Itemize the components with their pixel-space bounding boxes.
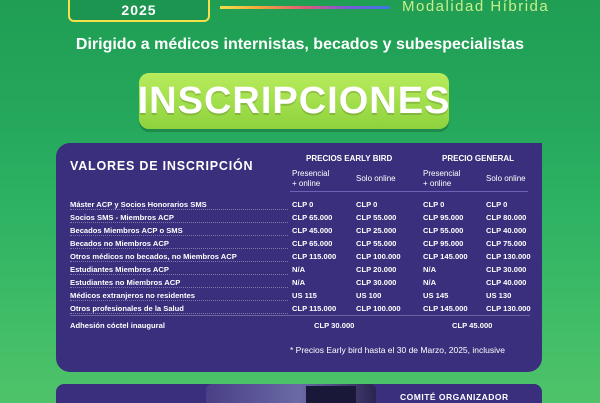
price-cell: CLP 30.000 [356, 278, 397, 287]
price-cell: N/A [292, 278, 306, 287]
cocktail-early-price: CLP 30.000 [314, 321, 355, 330]
price-cell: N/A [423, 265, 437, 274]
price-cell: CLP 65.000 [292, 239, 333, 248]
col-general-online: Solo online [486, 174, 526, 183]
price-cell: US 100 [356, 291, 382, 300]
modality-label: Modalidad Híbrida [402, 0, 550, 15]
row-label: Máster ACP y Socios Honorarios SMS [70, 200, 288, 210]
price-cell: CLP 100.000 [356, 252, 401, 261]
price-cell: CLP 25.000 [356, 226, 397, 235]
row-label: Socios SMS - Miembros ACP [70, 213, 288, 223]
price-cell: CLP 45.000 [292, 226, 333, 235]
committee-title: COMITÉ ORGANIZADOR [400, 392, 509, 402]
cocktail-general-price: CLP 45.000 [452, 321, 493, 330]
row-label: Becados no Miembros ACP [70, 239, 288, 249]
price-cell: CLP 95.000 [423, 213, 464, 222]
price-cell: CLP 115.000 [292, 252, 337, 261]
row-label: Becados Miembros ACP o SMS [70, 226, 288, 236]
price-cell: CLP 80.000 [486, 213, 527, 222]
cocktail-label: Adhesión cóctel inaugural [70, 321, 165, 330]
cocktail-row [70, 321, 530, 333]
price-row [70, 291, 530, 303]
price-cell: CLP 55.000 [356, 213, 397, 222]
price-cell: CLP 55.000 [356, 239, 397, 248]
price-cell: CLP 75.000 [486, 239, 527, 248]
year-tab [68, 0, 210, 22]
pricing-title: VALORES DE INSCRIPCIÓN [70, 159, 254, 173]
col-general-presencial: Presencial + online [423, 169, 461, 188]
price-row [70, 252, 530, 264]
price-cell: CLP 145.000 [423, 252, 468, 261]
price-cell: CLP 20.000 [356, 265, 397, 274]
price-cell: N/A [423, 278, 437, 287]
col-early-presencial: Presencial + online [292, 169, 330, 188]
audience-text: Dirigido a médicos internistas, becados y subespecialistas [75, 36, 525, 53]
price-cell: N/A [292, 265, 306, 274]
price-cell: CLP 30.000 [486, 265, 527, 274]
price-cell: US 115 [292, 291, 317, 300]
cocktail-divider [70, 315, 530, 316]
price-cell: CLP 0 [423, 200, 445, 209]
price-row [70, 239, 530, 251]
price-row [70, 213, 530, 225]
price-cell: US 145 [423, 291, 449, 300]
col-early-online: Solo online [356, 174, 396, 183]
building-image [306, 386, 356, 403]
price-cell: CLP 0 [292, 200, 314, 209]
row-label: Otros profesionales de la Salud [70, 304, 288, 314]
row-label: Médicos extranjeros no residentes [70, 291, 288, 301]
price-cell: CLP 0 [486, 200, 508, 209]
row-label: Otros médicos no becados, no Miembros ACP [70, 252, 288, 262]
pricing-card [56, 143, 542, 372]
row-label: Estudiantes no Miembros ACP [70, 278, 288, 288]
price-cell: US 130 [486, 291, 512, 300]
price-cell: CLP 0 [356, 200, 378, 209]
bottom-panel [56, 384, 542, 403]
price-cell: CLP 40.000 [486, 226, 527, 235]
price-row [70, 278, 530, 290]
price-row [70, 265, 530, 277]
price-cell: CLP 55.000 [423, 226, 464, 235]
header-divider [290, 191, 528, 192]
inscripciones-label: INSCRIPCIONES [137, 79, 451, 122]
price-cell: CLP 130.000 [486, 304, 531, 313]
inscripciones-button[interactable] [139, 73, 449, 129]
price-cell: CLP 115.000 [292, 304, 337, 313]
price-cell: CLP 95.000 [423, 239, 464, 248]
rainbow-divider [220, 6, 390, 9]
price-cell: CLP 130.000 [486, 252, 531, 261]
price-row [70, 226, 530, 238]
early-bird-header: PRECIOS EARLY BIRD [306, 154, 393, 163]
event-year: 2025 [121, 2, 157, 18]
price-cell: CLP 65.000 [292, 213, 333, 222]
venue-photo [206, 384, 376, 403]
early-bird-footnote: * Precios Early bird hasta el 30 de Marzo, 2025, inclusive [290, 345, 505, 355]
price-row [70, 200, 530, 212]
price-cell: CLP 100.000 [356, 304, 401, 313]
row-label: Estudiantes Miembros ACP [70, 265, 288, 275]
general-price-header: PRECIO GENERAL [442, 154, 515, 163]
price-cell: CLP 40.000 [486, 278, 527, 287]
price-cell: CLP 145.000 [423, 304, 468, 313]
